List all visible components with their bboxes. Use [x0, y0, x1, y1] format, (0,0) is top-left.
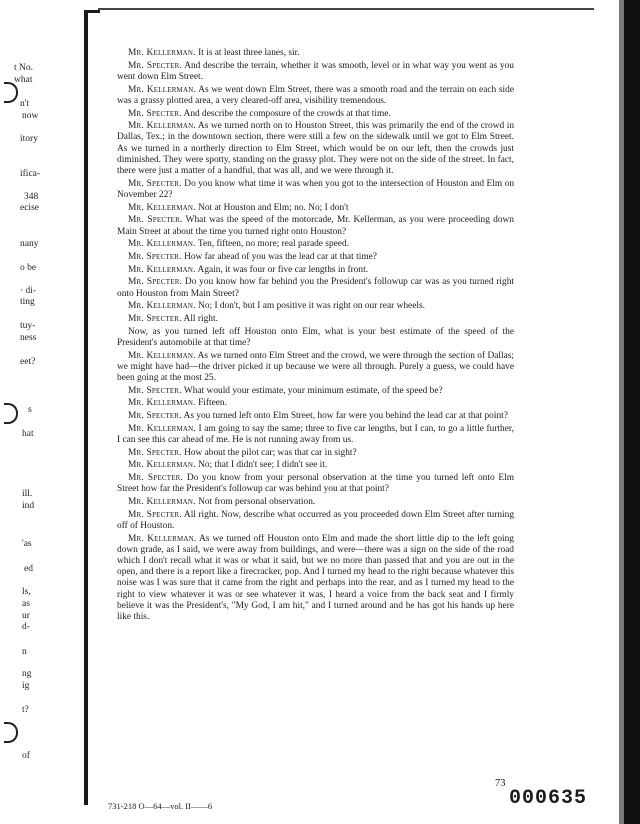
- testimony-paragraph: [117, 386, 514, 397]
- testimony-paragraph: [117, 411, 514, 422]
- testimony-paragraph: [117, 301, 514, 312]
- margin-fragment: ed: [24, 564, 33, 574]
- testimony-paragraph: [117, 252, 514, 263]
- paragraph-text: No; that I didn't see; I didn't see it.: [198, 460, 328, 471]
- paragraph-text: How far ahead of you was the lead car at that time?: [184, 251, 377, 262]
- testimony-paragraph: [117, 448, 514, 459]
- testimony-paragraph: [117, 473, 514, 495]
- margin-fragment: t?: [22, 705, 29, 715]
- speaker-name: Mr. Kellerman.: [128, 460, 196, 471]
- margin-fragment: hat: [22, 429, 34, 439]
- speaker-name: Mr. Specter.: [128, 447, 182, 458]
- speaker-name: Mr. Kellerman.: [128, 48, 196, 58]
- testimony-paragraph: [117, 460, 514, 471]
- speaker-name: Mr. Kellerman.: [128, 264, 196, 275]
- margin-fragment: n: [22, 647, 27, 657]
- paragraph-text: Again, it was four or five car lengths in front.: [197, 264, 369, 275]
- margin-fragment: t No.: [14, 63, 33, 73]
- speaker-name: Mr. Specter.: [128, 313, 182, 324]
- facing-page-margin: [0, 0, 78, 824]
- testimony-paragraph: [117, 85, 514, 107]
- paragraph-text: As you turned left onto Elm Street, how far were you behind the lead car at that point?: [183, 411, 508, 422]
- margin-fragment: of: [22, 751, 30, 761]
- margin-fragment: ifica-: [20, 169, 41, 179]
- margin-fragment: ng: [22, 669, 32, 679]
- speaker-name: Mr. Kellerman.: [128, 350, 196, 361]
- margin-fragment: tuy-: [20, 321, 36, 331]
- speaker-name: Mr. Specter.: [128, 60, 183, 71]
- margin-fragment: what: [14, 75, 33, 85]
- page-number: 73: [495, 778, 506, 789]
- speaker-name: Mr. Kellerman.: [128, 497, 196, 508]
- testimony-paragraph: [117, 215, 514, 237]
- speaker-name: Mr. Kellerman.: [128, 301, 196, 312]
- margin-fragment: ting: [20, 297, 35, 307]
- paragraph-text: Now, as you turned left off Houston onto Elm, what is your best estimate of the speed of the President's automobile at that time?: [117, 326, 514, 348]
- margin-fragment: itory: [20, 134, 38, 144]
- testimony-paragraph: [117, 179, 514, 201]
- paragraph-text: And describe the terrain, whether it was smooth, level or in what way you went as you went down Elm Street.: [117, 60, 514, 82]
- testimony-paragraph: [117, 497, 514, 508]
- margin-fragment: 'as: [22, 539, 32, 549]
- margin-fragment: d-: [22, 622, 30, 632]
- testimony-paragraph: [117, 327, 514, 349]
- speaker-name: Mr. Kellerman.: [128, 239, 196, 250]
- speaker-name: Mr. Kellerman.: [128, 202, 196, 213]
- margin-fragment: ig: [22, 681, 30, 691]
- paragraph-text: Do you know from your personal observation at the time you turned left onto Elm Street how far the President's followup car was behind you at that point?: [117, 473, 515, 495]
- paragraph-text: As we turned onto Elm Street and the crowd, we were through the section of Dallas; we might have had—the driver picked it up because we were all through. Purely a guess, we could have been going at the most 25.: [117, 350, 515, 383]
- margin-fragment: · di-: [20, 286, 37, 296]
- speaker-name: Mr. Specter.: [128, 215, 183, 226]
- margin-fragment: nany: [20, 239, 39, 249]
- testimony-paragraph: [117, 121, 514, 177]
- testimony-body: [117, 48, 514, 625]
- speaker-name: Mr. Kellerman.: [128, 398, 196, 409]
- paragraph-text: Do you know how far behind you the President's followup car was as you turned right onto Houston from Main Street?: [117, 277, 515, 299]
- speaker-name: Mr. Specter.: [128, 277, 183, 288]
- paragraph-text: And describe the composure of the crowds at that time.: [183, 108, 391, 119]
- paragraph-text: It is at least three lanes, sir.: [198, 48, 300, 58]
- binding-bar-hook: [84, 10, 100, 13]
- speaker-name: Mr. Specter.: [128, 411, 182, 422]
- paragraph-text: What would your estimate, your minimum estimate, of the speed be?: [183, 385, 443, 396]
- punch-hole: [4, 403, 18, 424]
- margin-fragment: 348: [24, 192, 39, 202]
- punch-hole: [4, 722, 18, 743]
- document-stamp-number: 000635: [509, 787, 588, 810]
- paragraph-text: No; I don't, but I am positive it was right on our rear wheels.: [198, 301, 425, 312]
- testimony-paragraph: [117, 203, 514, 214]
- margin-fragment: ill.: [22, 489, 33, 499]
- testimony-paragraph: [117, 109, 514, 120]
- speaker-name: Mr. Specter.: [128, 178, 182, 189]
- testimony-paragraph: [117, 314, 514, 325]
- margin-fragment: n't: [20, 99, 30, 109]
- speaker-name: Mr. Kellerman.: [128, 423, 196, 434]
- speaker-name: Mr. Kellerman.: [128, 533, 197, 544]
- binding-bar: [84, 10, 88, 805]
- testimony-paragraph: [117, 351, 514, 385]
- paragraph-text: I am going to say the same; three to five car lengths, but I can, to go a little further, I can see this car ahead of me. He is not running away from us.: [117, 423, 514, 445]
- speaker-name: Mr. Specter.: [128, 385, 182, 396]
- paragraph-text: Not at Houston and Elm; no. No; I don't: [198, 202, 349, 213]
- margin-fragment: eet?: [20, 357, 36, 367]
- speaker-name: Mr. Specter.: [128, 108, 182, 119]
- right-dark-edge: [624, 0, 640, 824]
- margin-fragment: o be: [20, 263, 37, 273]
- testimony-paragraph: [117, 265, 514, 276]
- speaker-name: Mr. Specter.: [128, 251, 182, 262]
- testimony-paragraph: [117, 277, 514, 299]
- speaker-name: Mr. Specter.: [128, 473, 184, 484]
- paragraph-text: All right. Now, describe what occurred as you proceeded down Elm Street after turning off of Houston.: [117, 509, 515, 531]
- paragraph-text: As we turned north on to Houston Street, this was primarily the end of the crowd in Dallas, Tex.; in the downtown section, there were still a few on the sidewalk until we got to Elm Street. As we turned in a northerly direction to Elm Street, which would be on our left, then the crowds just diminished. They were spotty, standing on the grassy plot. They were not on the side of the street. In fact, there were just a matter of a handful, that was all, and we were through it.: [117, 121, 515, 177]
- paragraph-text: Fifteen.: [198, 398, 227, 409]
- testimony-paragraph: [117, 424, 514, 446]
- paragraph-text: Ten, fifteen, no more; real parade speed.: [197, 239, 349, 250]
- paragraph-text: What was the speed of the motorcade, Mr. Kellerman, as you were proceeding down Main Street at about the time you turned right onto Houston?: [117, 215, 514, 237]
- testimony-paragraph: [117, 61, 514, 83]
- margin-fragment: s: [28, 405, 32, 415]
- testimony-paragraph: [117, 398, 514, 409]
- printer-code: 731-218 O—64—vol. II——6: [108, 801, 213, 811]
- speaker-name: Mr. Kellerman.: [128, 121, 196, 132]
- margin-fragment: as: [22, 599, 30, 609]
- margin-fragment: ur: [22, 611, 30, 621]
- margin-fragment: ness: [20, 333, 37, 343]
- testimony-paragraph: [117, 239, 514, 250]
- speaker-name: Mr. Kellerman.: [128, 84, 197, 95]
- testimony-paragraph: [117, 510, 514, 532]
- paragraph-text: As we turned off Houston onto Elm and made the short little dip to the left going down grade, as I said, we were away from buildings, and were—there was a sign on the side of the road which I don't recall what it was or what it said, but we no more than passed that and you are out in the open, and there is a report like a firecracker, pop. And I turned my head to the right because whatever this noise was I was sure that it came from the right and perhaps into the rear, and as I turned my head to the right to view whatever it was or see whatever it was, I heard a voice from the back seat and I firmly believe it was the President's, "My God, I am hit," and I turned around and he has got his hands up here like this.: [117, 533, 514, 623]
- margin-fragment: ind: [22, 501, 35, 511]
- margin-fragment: ecise: [20, 203, 39, 213]
- margin-fragment: ls,: [22, 587, 31, 597]
- paragraph-text: How about the pilot car; was that car in sight?: [184, 447, 357, 458]
- margin-fragment: now: [22, 111, 39, 121]
- paragraph-text: Do you know what time it was when you got to the intersection of Houston and Elm on November 22?: [117, 178, 515, 200]
- testimony-paragraph: [117, 534, 514, 624]
- speaker-name: Mr. Specter.: [128, 509, 182, 520]
- paragraph-text: Not from personal observation.: [198, 497, 316, 508]
- paragraph-text: As we went down Elm Street, there was a smooth road and the terrain on each side was a grassy plotted area, a very cleared-off area, visibility tremendous.: [117, 84, 514, 106]
- top-rule: [98, 8, 594, 10]
- testimony-paragraph: [117, 48, 514, 59]
- paragraph-text: All right.: [183, 313, 218, 324]
